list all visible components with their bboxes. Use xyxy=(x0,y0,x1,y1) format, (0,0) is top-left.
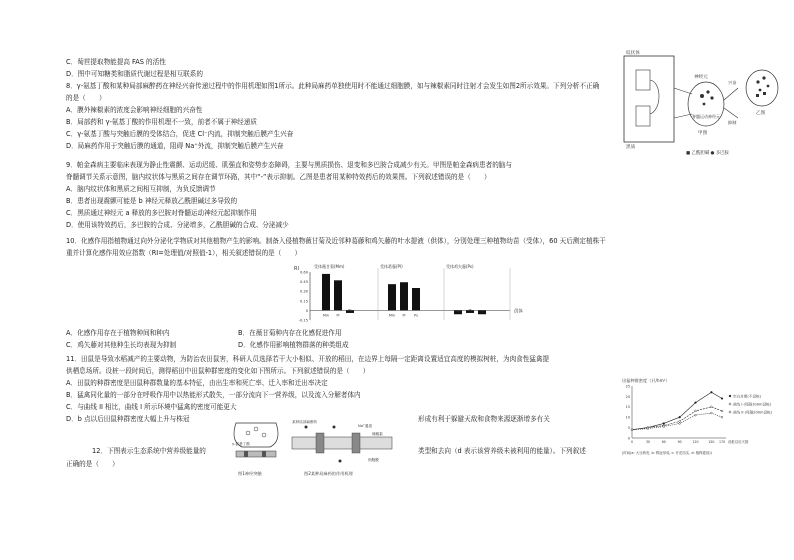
brain-legend: ■ 乙酰胆碱 ● 多巴胺 xyxy=(686,151,729,156)
line-d7: D．图中可知糖类和脂质代谢过程是相互联系的 xyxy=(66,70,203,78)
line-xtick: 170 xyxy=(718,440,726,444)
line-point xyxy=(711,406,713,408)
option-9d[interactable]: D．使用该特效药后，多巴胺的合成、分泌增多，乙酰胆碱的合成、分泌减少 xyxy=(66,221,289,229)
bar-category-label: Ps xyxy=(348,308,352,313)
line-xtick: 60 xyxy=(661,440,666,444)
bar-ytick: 0.60 xyxy=(299,270,308,275)
option-11b[interactable]: B．猛禽同化量的一部分在呼吸作用中以热能形式散失，一部分流向下一营养级，以及流入分解者体内 xyxy=(66,391,361,399)
line-note: (时间(a: 大豆萌发, b: 株冠形成, c: 开花结实, d: 植株萎蔫)) xyxy=(622,451,712,455)
line-point xyxy=(663,426,665,428)
brain-label-striatum: 纹状体 xyxy=(626,51,640,56)
question-12: 12．下图表示生态系统中营养级能量的 xyxy=(92,447,206,455)
brain-label-motor: 脊髓运动神经元 xyxy=(692,114,720,119)
question-11: 11．田鼠是导致水稻减产的主要动物，为防治农田鼠害，科研人员选择若干大小相似、开放的稻田，在边界上每隔一定距离设置适宜高度的模拟树桩，为肉食性猛禽提 xyxy=(66,355,550,363)
line-point xyxy=(631,429,633,431)
legend-entry: 空白对照(不设桩) xyxy=(733,394,761,399)
line-ytick: 5 xyxy=(627,426,630,430)
fig2-caption: 图2某种局麻药的作用机理 xyxy=(304,471,353,476)
anesthetic-label: 某种局部麻醉药 xyxy=(292,420,318,424)
bar-category-label: Ps xyxy=(414,313,418,318)
line-ytick: 25 xyxy=(625,384,630,389)
bar-xlabel: 供体 xyxy=(514,309,523,315)
question-8-cont: 的是（ ） xyxy=(66,94,106,102)
line-point xyxy=(679,416,681,418)
membrane-label: 细胞膜 xyxy=(368,458,379,462)
question-8: 8．γ-氨基丁酸和某种局部麻醉药在神经兴奋传递过程中的作用机理如图1所示。此种局麻药单独使用时不能通过细胞膜，如与辣椒素同时注射才会发生如图2所示效果。下列分析不正确 xyxy=(66,82,600,90)
bar-ytick: 0.30 xyxy=(299,289,308,294)
line-point xyxy=(695,410,697,412)
bar-ytick: 0 xyxy=(305,308,308,313)
line-point xyxy=(721,416,723,418)
line-point xyxy=(695,414,697,416)
brain-label-excite: 兴奋 xyxy=(728,80,737,85)
bar-ytick: 0.45 xyxy=(299,280,308,285)
brain-label-jia: 甲图 xyxy=(698,131,708,136)
option-10a[interactable]: A．化感作用存在于植物种间和种内 xyxy=(66,329,170,337)
option-9b[interactable]: B．患者出现震颤可能是 b 神经元释放乙酰胆碱过多导致的 xyxy=(66,197,238,205)
legend-entry: 曲线 I (每隔100m设桩) xyxy=(733,402,772,407)
line-point xyxy=(679,423,681,425)
line-ytick: 15 xyxy=(625,405,630,410)
bar-mark xyxy=(322,274,330,310)
line-point xyxy=(721,398,723,400)
line-c7: C．萄苣提取物能提高 FAS 的活性 xyxy=(66,58,166,66)
question-9: 9．帕金森病主要临床表现为静止性震颤、运动迟缓、肌强直和姿势步态障碍，主要与黑质损伤、退变和多巴胺合成减少有关。甲图是帕金森病患者的脑与 xyxy=(66,161,512,169)
line-point xyxy=(711,412,713,414)
line-series xyxy=(632,392,722,429)
bar-ytick: -0.15 xyxy=(298,318,308,323)
question-12-cont2: 正确的是（ ） xyxy=(66,460,119,468)
brain-spinal-figure xyxy=(622,48,782,160)
capsaicin-label: 辣椒素 xyxy=(372,432,383,436)
legend-marker xyxy=(729,411,731,413)
line-point xyxy=(721,410,723,412)
question-11-cont: 供栖息场所。设桩一段时间后，测得稻田中田鼠种群密度的变化如下图所示。下列叙述错误的是（ ） xyxy=(66,367,370,375)
option-8d[interactable]: D．局麻药作用于突触后膜的通道，阻碍 Na⁺外流，抑制突触后膜产生兴奋 xyxy=(66,142,284,150)
line-ytick: 20 xyxy=(625,394,630,399)
option-11d[interactable]: D．b 点以后田鼠种群密度大幅上升与株冠 xyxy=(66,415,190,423)
bar-mark xyxy=(334,280,342,310)
question-10-cont: 重并计算化感作用效应指数（RI=处理值/对照值-1），相关叙述错误的是（ ） xyxy=(66,249,302,257)
line-xtick: 90 xyxy=(677,440,682,444)
legend-entry: 曲线 II (每隔200m设桩) xyxy=(733,410,773,415)
line-point xyxy=(679,420,681,422)
line-title: 田鼠种群密度（只/hm²） xyxy=(622,378,670,383)
line-point xyxy=(711,391,713,393)
bar-panel-title: 受体鸡矢藤(Ps) xyxy=(446,264,474,269)
option-8b[interactable]: B．局部药和 γ-氨基丁酸的作用机理不一致，前者不属于神经递质 xyxy=(66,118,257,126)
bar-category-label: Mm xyxy=(388,313,396,318)
bar-mark xyxy=(388,284,396,310)
bar-panel-title: 受体葛藤(Pl) xyxy=(380,264,403,269)
option-10d[interactable]: D．化感作用影响植物群落的种类组成 xyxy=(238,341,349,349)
brain-label-neuron: 神经元 xyxy=(694,75,708,80)
bar-mark xyxy=(400,282,408,310)
line-series xyxy=(632,413,722,430)
bar-ytick: 0.15 xyxy=(299,299,308,304)
bar-category-label: Pl xyxy=(336,313,340,318)
gaba-legend: γ-氨基丁酸 xyxy=(232,442,250,446)
line-ytick: 10 xyxy=(625,415,630,420)
fiber-label: Na⁺通道 xyxy=(358,424,372,428)
fig1-caption: 图1神经突触 xyxy=(238,471,262,476)
option-10b[interactable]: B．在薇甘菊种内存在化感促进作用 xyxy=(238,329,342,337)
line-xlabel: 设桩以后天数 xyxy=(728,440,749,444)
option-11c[interactable]: C．与曲线 II 相比，曲线 I 所示环境中猛禽的密度可能更大 xyxy=(66,403,237,411)
option-11a[interactable]: A．田鼠的种群密度是田鼠种群数量的基本特征，由出生率和死亡率、迁入率和迁出率决定 xyxy=(66,379,328,387)
bar-mark xyxy=(412,288,420,310)
legend-marker xyxy=(729,395,731,397)
option-9a[interactable]: A．脑内纹状体和黑质之间相互抑制，为负反馈调节 xyxy=(66,185,216,193)
line-xtick: 0 xyxy=(630,440,634,444)
bar-category-label: Pl xyxy=(468,308,472,313)
option-8c[interactable]: C．γ-氨基丁酸与突触后膜的受体结合，促进 Cl⁻内流，抑制突触后膜产生兴奋 xyxy=(66,130,294,138)
line-xtick: 150 xyxy=(708,440,715,444)
option-9c[interactable]: C．黑质通过神经元 a 释放的多巴胺对脊髓运动神经元起抑制作用 xyxy=(66,209,257,217)
synapse-figure xyxy=(226,417,406,481)
option-10c[interactable]: C．鸡矢藤对其他种生长均表现为抑制 xyxy=(66,341,177,349)
bar-category-label: Mm xyxy=(454,309,462,314)
line-xtick: 30 xyxy=(645,440,650,444)
line-point xyxy=(663,423,665,425)
brain-label-yi: 乙图 xyxy=(756,111,766,116)
line-xtick: 120 xyxy=(692,440,699,444)
line-point xyxy=(647,428,649,430)
brain-label-substantia: 黑质 xyxy=(626,145,636,150)
bar-category-label: Ps xyxy=(480,309,484,314)
bar-ylabel: RI xyxy=(294,266,299,272)
legend-marker xyxy=(729,403,731,405)
line-ytick: 0 xyxy=(627,436,630,441)
bar-category-label: Pl xyxy=(402,313,406,318)
option-8a[interactable]: A．膜外辣椒素的浓度会影响神经细胞的兴奋性 xyxy=(66,106,203,114)
brain-label-inhibit: 抑制 xyxy=(728,120,737,125)
question-9-cont: 脊髓调节关系示意图，脑内纹状体与黑质之间存在调节环路，其中“-”表示抑制。乙图是患者用某种特效药后的效果图。下列叙述错误的是（ ） xyxy=(66,173,491,181)
bar-panel-title: 受体薇甘菊(Mm) xyxy=(314,264,345,269)
ri-bar-chart xyxy=(292,262,552,332)
line-point xyxy=(695,402,697,404)
vole-density-line-chart xyxy=(618,376,786,458)
bar-category-label: Mm xyxy=(322,313,330,318)
question-10: 10．化感作用指植物通过向外分泌化学物质对其他植物产生的影响。制备入侵植物薇甘菊及近邻种葛藤和鸡矢藤的叶水提液（供体），分别处理三种植物幼苗（受体），60 天后测定植株干 xyxy=(66,237,606,245)
option-11d-cont: 形成有利于躲避天敌和食物来源逐渐增多有关 xyxy=(418,415,550,423)
question-12-cont: 类型和去向（d 表示该营养级未被利用的能量）。下列叙述 xyxy=(418,447,586,455)
